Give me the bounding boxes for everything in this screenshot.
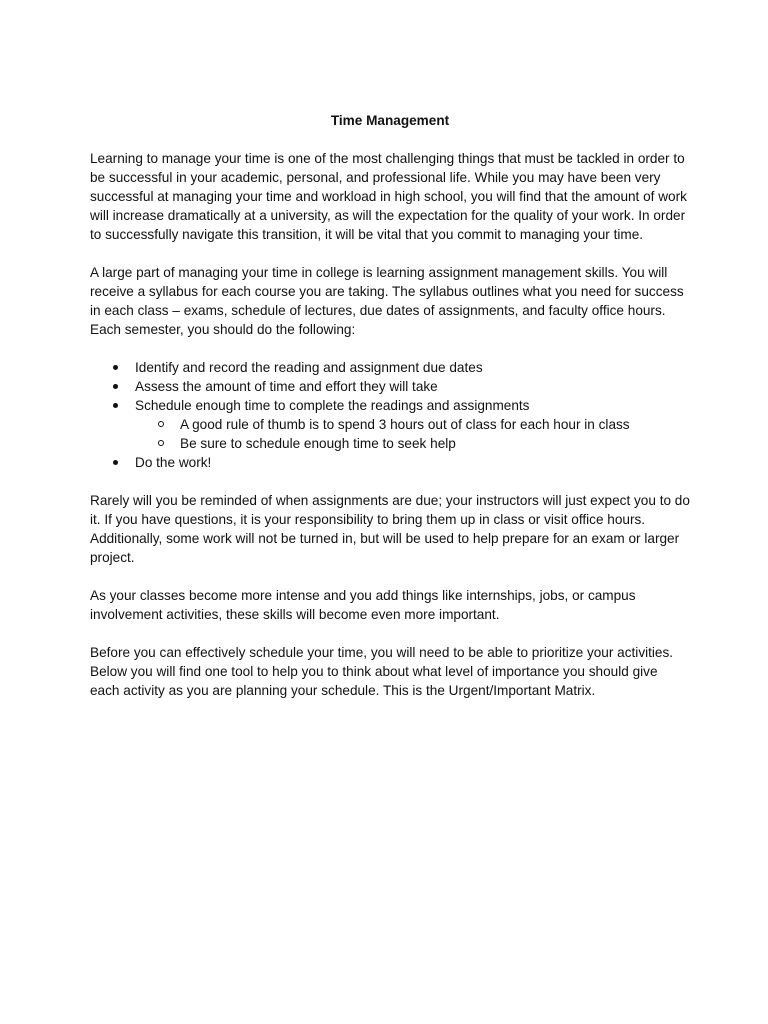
list-item-text: Assess the amount of time and effort they will take — [135, 379, 438, 394]
list-item — [90, 377, 690, 396]
sub-list-item — [135, 434, 690, 453]
list-item-text: Schedule enough time to complete the readings and assignments — [135, 398, 530, 413]
sub-list-item — [135, 415, 690, 434]
bullet-icon — [113, 403, 118, 408]
sub-list — [135, 415, 690, 453]
semester-task-list — [90, 358, 690, 472]
intro-paragraph: Learning to manage your time is one of the most challenging things that must be tackled in order to be successful in your academic, personal, and professional life. While you may have been very successful at managing your time and workload in high school, you will find that the amount of work will increase dramatically at a university, as will the expectation for the quality of your work. In order to successfully navigate this transition, it will be vital that you commit to managing your time. — [90, 151, 687, 242]
list-item — [90, 358, 690, 377]
document-body — [90, 111, 690, 719]
list-item-text: Identify and record the reading and assignment due dates — [135, 360, 483, 375]
prioritize-paragraph: Before you can effectively schedule your time, you will need to be able to prioritize your activities. Below you will find one tool to help you to think about what level of importance you should give each activity as you are planning your schedule. This is the Urgent/Important Matrix. — [90, 645, 674, 698]
bullet-icon — [113, 384, 118, 389]
reminders-paragraph: Rarely will you be reminded of when assignments are due; your instructors will just expect you to do it. If you have questions, it is your responsibility to bring them up in class or visit office hours. Additionally, some work will not be turned in, but will be used to help prepare for an exam or larger project. — [90, 493, 690, 565]
syllabus-paragraph: A large part of managing your time in college is learning assignment management skills. You will receive a syllabus for each course you are taking. The syllabus outlines what you need for success in each class – exams, schedule of lectures, due dates of assignments, and faculty office hours. Each semester, you should do the following: — [90, 265, 684, 337]
list-item-text: Do the work! — [135, 455, 212, 470]
hollow-bullet-icon — [158, 440, 164, 446]
bullet-icon — [113, 365, 118, 370]
list-item — [90, 453, 690, 472]
hollow-bullet-icon — [158, 421, 164, 427]
sub-list-item-text: Be sure to schedule enough time to seek help — [180, 436, 456, 451]
page-title: Time Management — [330, 113, 450, 128]
sub-list-item-text: A good rule of thumb is to spend 3 hours out of class for each hour in class — [180, 417, 630, 432]
skills-paragraph: As your classes become more intense and you add things like internships, jobs, or campus involvement activities, these skills will become even more important. — [90, 588, 636, 622]
bullet-icon — [113, 460, 118, 465]
list-item — [90, 396, 690, 453]
